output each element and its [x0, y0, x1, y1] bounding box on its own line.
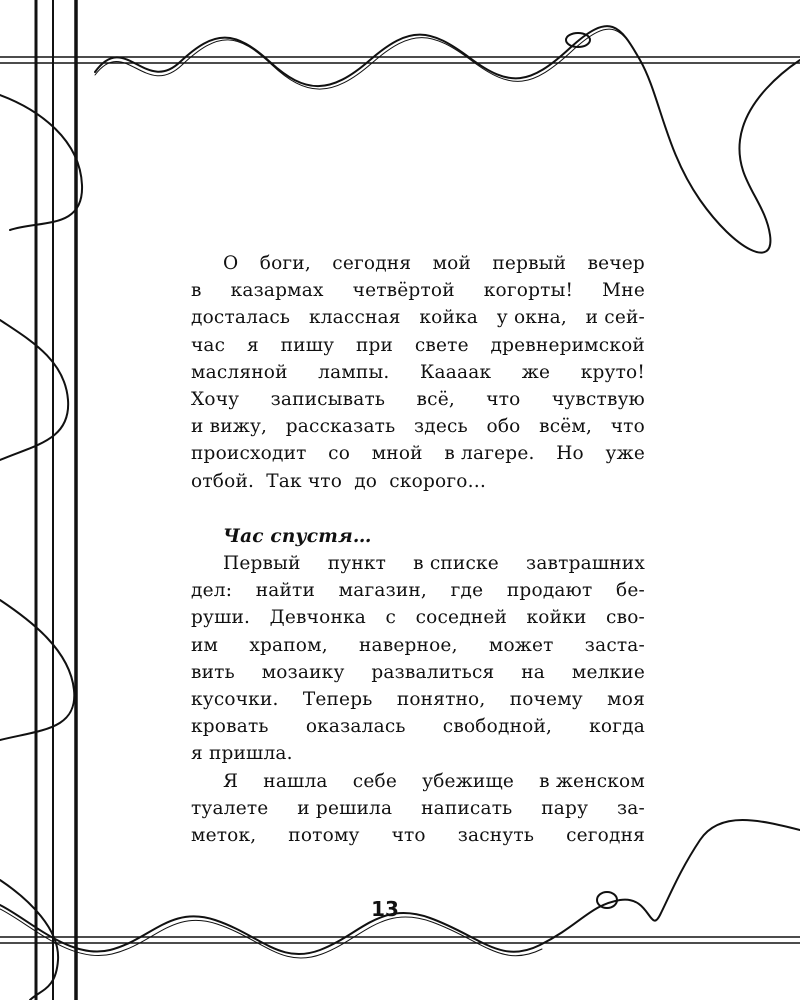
word: Но: [556, 443, 584, 465]
text-line-last: я пришла.: [191, 743, 293, 765]
word: здесь: [414, 416, 468, 438]
word: соседней: [415, 607, 508, 629]
word: классная: [308, 307, 401, 329]
word: оказалась: [305, 716, 406, 738]
word: где: [450, 580, 484, 602]
word: найти: [255, 580, 316, 602]
word: Теперь: [302, 689, 373, 711]
word: им: [191, 634, 219, 656]
paragraph-gap: [191, 495, 645, 523]
word: моя: [607, 689, 645, 711]
text-line: [191, 768, 645, 795]
word: я: [247, 334, 259, 356]
word: записывать: [270, 389, 386, 411]
text-line: [191, 359, 645, 386]
word: с: [385, 607, 397, 629]
word: на: [521, 661, 546, 683]
paragraph-1: [191, 250, 645, 495]
word: завтрашних: [526, 553, 645, 575]
text-line: [191, 659, 645, 686]
word: сегодня: [332, 253, 412, 274]
left-vertical-lines: [36, 0, 76, 1000]
word: в женском: [539, 770, 645, 792]
word: круто!: [580, 361, 645, 383]
word: потому: [288, 825, 360, 847]
word: лампы.: [318, 361, 390, 383]
word: древнеримской: [490, 334, 645, 356]
word: у окна,: [496, 307, 567, 329]
text-line-last: отбой. Так что до скорого…: [191, 470, 487, 492]
word: пишу: [280, 334, 335, 356]
word: Девчонка: [269, 607, 366, 629]
word: мой: [432, 253, 472, 274]
word: час: [191, 334, 226, 356]
main-text: [191, 250, 645, 849]
text-line: [191, 250, 645, 277]
word: Хочу: [191, 389, 240, 411]
top-ribbon: [95, 26, 800, 252]
word: происходит: [191, 443, 307, 465]
text-line: [191, 386, 645, 413]
word: койки: [526, 607, 587, 629]
word: туалете: [191, 797, 269, 819]
paragraph-2: [191, 550, 645, 768]
text-line: [191, 632, 645, 659]
word: казармах: [230, 280, 324, 302]
word: в списке: [413, 553, 499, 575]
word: магазин,: [338, 580, 428, 602]
word: дел:: [191, 580, 233, 602]
word: развалиться: [371, 661, 495, 683]
word: бе-: [616, 580, 645, 602]
word: боги,: [259, 253, 311, 274]
word: О: [223, 253, 239, 274]
word: что: [610, 416, 645, 438]
word: и вижу,: [191, 416, 268, 438]
word: досталась: [191, 307, 291, 329]
text-line: [191, 604, 645, 631]
word: койка: [419, 307, 479, 329]
word: за-: [617, 797, 645, 819]
word: когда: [589, 716, 645, 738]
word: в лагере.: [444, 443, 535, 465]
word: рассказать: [285, 416, 396, 438]
text-line: [191, 550, 645, 577]
text-line: [191, 413, 645, 440]
word: вить: [191, 661, 235, 683]
word: написать: [421, 797, 513, 819]
word: продают: [506, 580, 593, 602]
text-line: [191, 304, 645, 331]
word: что: [391, 825, 426, 847]
word: кусочки.: [191, 689, 279, 711]
word: масляной: [191, 361, 288, 383]
text-line: [191, 713, 645, 740]
word: сво-: [606, 607, 645, 629]
word: мной: [371, 443, 423, 465]
word: свободной,: [442, 716, 553, 738]
word: мелкие: [571, 661, 645, 683]
word: убежище: [422, 770, 514, 792]
word: пункт: [327, 553, 387, 575]
word: почему: [509, 689, 583, 711]
word: свете: [414, 334, 469, 356]
text-line: [191, 440, 645, 467]
word: пару: [541, 797, 589, 819]
word: всём,: [539, 416, 593, 438]
text-line: [191, 577, 645, 604]
word: первый: [492, 253, 567, 274]
word: вечер: [587, 253, 645, 274]
word: наверное,: [358, 634, 458, 656]
word: когорты!: [483, 280, 574, 302]
word: себе: [352, 770, 397, 792]
page-number: 13: [371, 897, 399, 921]
word: меток,: [191, 825, 257, 847]
word: храпом,: [249, 634, 328, 656]
word: Первый: [223, 553, 301, 575]
word: уже: [605, 443, 645, 465]
word: всё,: [416, 389, 455, 411]
word: нашла: [263, 770, 328, 792]
word: что: [486, 389, 521, 411]
word: четвёртой: [352, 280, 455, 302]
text-line: [191, 822, 645, 849]
word: Я: [223, 770, 239, 792]
left-ribbon: [0, 95, 82, 1000]
word: обо: [486, 416, 521, 438]
text-line: [191, 795, 645, 822]
word: руши.: [191, 607, 251, 629]
word: в: [191, 280, 202, 302]
word: чувствую: [551, 389, 645, 411]
word: застa-: [584, 634, 645, 656]
subheading: Час спустя…: [223, 525, 372, 547]
word: мозаику: [261, 661, 345, 683]
word: же: [521, 361, 551, 383]
text-line: [191, 277, 645, 304]
word: кровать: [191, 716, 269, 738]
word: может: [488, 634, 554, 656]
word: Каааак: [420, 361, 492, 383]
word: со: [328, 443, 351, 465]
bottom-horizontal-lines: [0, 937, 800, 943]
paragraph-3: [191, 768, 645, 850]
text-line: [191, 332, 645, 359]
word: и сей-: [585, 307, 645, 329]
word: сегодня: [566, 825, 645, 847]
text-line: [191, 686, 645, 713]
word: при: [355, 334, 394, 356]
word: заснуть: [457, 825, 535, 847]
word: понятно,: [396, 689, 486, 711]
word: и решила: [297, 797, 393, 819]
word: Мне: [602, 280, 645, 302]
